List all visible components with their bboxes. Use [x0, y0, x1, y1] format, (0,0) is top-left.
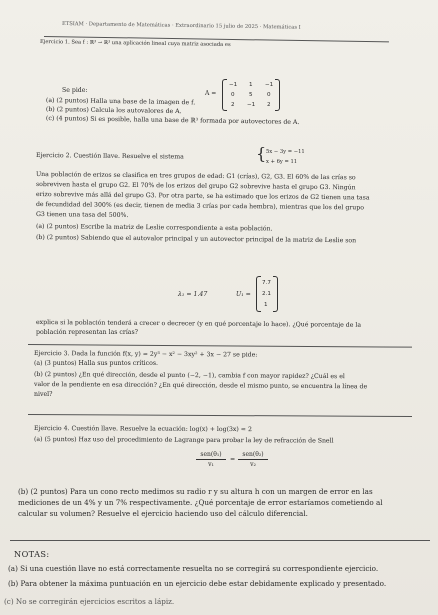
- snell-fraction-2: [238, 451, 268, 468]
- ex1-c: (c) (4 puntos) Si es posible, halla una base de ℝ³ formada por autovectores de A.: [45, 115, 300, 126]
- system-brace: {: [256, 144, 267, 163]
- snell-num2: sen(θ₂): [242, 451, 264, 458]
- ex1-a: (a) (2 puntos) Halla una base de la imagen de f.: [45, 97, 196, 107]
- ex2-u-label: U₁ =: [236, 291, 251, 298]
- snell-num1: sen(θ₁): [200, 451, 222, 458]
- ex3-b2: valor de la pendiente en esa dirección? ¿En qué dirección, desde el mismo punto, se encuentra la línea de: [33, 381, 368, 391]
- ex2-a: (a) (2 puntos) Escribe la matriz de Leslie correspondiente a esta población.: [35, 223, 273, 233]
- ex2-q2: población representan las crías?: [36, 329, 138, 336]
- m10: 0: [231, 92, 235, 98]
- snell-den1: v₁: [208, 461, 214, 468]
- snell-equals: =: [230, 456, 236, 463]
- ex2-sys1: 5x − 3y = −11: [266, 149, 305, 155]
- ex2-b: (b) (2 puntos) Sabiendo que el autovalor principal y un autovector principal de la matriz de Leslie son: [35, 234, 357, 245]
- matrix-label: A =: [205, 90, 217, 97]
- u2: 1: [264, 302, 268, 308]
- ex2-p3: erizo sobrevive más allá del grupo G3. Por otra parte, se ha estimado que los erizos de G2 tienen una tasa: [35, 191, 370, 202]
- ex2-p5: G3 tienen una tasa del 500%.: [35, 211, 129, 219]
- header-title: ETSIAM · Departamento de Matemáticas · Extraordinario 15 julio de 2025 · Matemáticas I: [61, 21, 301, 31]
- ex2-p4: de fecundidad del 300% (es decir, tienen de media 3 crías por cada hembra), mientras que los del grupo: [35, 201, 364, 212]
- ex3-b1: (b) (2 puntos) ¿En qué dirección, desde el punto (−2, −1), cambia f con mayor rapidez? ¿Cuál es el: [33, 371, 345, 381]
- snell-fraction-1: [196, 451, 226, 468]
- snell-den2: v₂: [250, 461, 256, 468]
- ex2-title: Ejercicio 2. Cuestión llave. Resuelve el sistema: [35, 152, 184, 161]
- ex4-intro: Ejercicio 4. Cuestión llave. Resuelve la ecuación: log(x) + log(3x) = 2: [33, 425, 252, 434]
- m00: −1: [229, 82, 238, 88]
- ex1-se-pide: Se pide:: [62, 87, 88, 94]
- m22: 2: [267, 102, 271, 108]
- ex2-u-vector: [256, 276, 278, 312]
- m11: 5: [249, 92, 253, 98]
- ex2-p2: sobreviven hasta el grupo G2. El 70% de los erizos del grupo G2 sobrevive hasta el grupo G3. Ningún: [35, 181, 356, 192]
- notas-title: NOTAS:: [14, 549, 50, 559]
- ex4-b3: calcular su volumen? Resuelve el ejercicio haciendo uso del cálculo diferencial.: [18, 509, 308, 518]
- ex1-b: (b) (2 puntos) Calcula los autovalores de A.: [45, 106, 182, 116]
- nota-b: (b) Para obtener la máxima puntuación en un ejercicio debe estar debidamente explicado y presentado.: [8, 579, 387, 588]
- m21: −1: [247, 102, 256, 108]
- u1: 2.1: [262, 291, 271, 297]
- ex2-lambda: λ₁ = 1.47: [178, 291, 208, 298]
- ex4-b2: mediciones de un 4% y un 7% respectivamente. ¿Qué porcentaje de error estaríamos cometiendo al: [18, 498, 383, 507]
- ex4-b1: (b) (2 puntos) Para un cono recto medimos su radio r y su altura h con un margen de error en las: [18, 487, 373, 496]
- m20: 2: [231, 102, 235, 108]
- nota-c: (c) No se corregirán ejercicios escritos a lápiz.: [4, 597, 175, 606]
- divider-3: [10, 540, 430, 541]
- ex1-matrix: [222, 79, 280, 111]
- ex4-a: (a) (5 puntos) Haz uso del procedimiento de Lagrange para probar la ley de refracción de Snell: [33, 436, 334, 445]
- ex3-a: (a) (3 puntos) Halla sus puntos críticos.: [34, 360, 158, 367]
- u0: 7.7: [262, 280, 271, 286]
- ex2-q1: explica si la población tenderá a crecer o decrecer (y en qué porcentaje lo hace). ¿Qué porcentaje de la: [35, 319, 362, 329]
- m01: 1: [249, 82, 253, 88]
- ex3-b3: nivel?: [34, 391, 53, 398]
- m12: 0: [267, 92, 271, 98]
- divider-1: [28, 344, 412, 348]
- m02: −1: [265, 82, 274, 88]
- divider-2: [28, 414, 412, 417]
- ex2-sys2: x + 6y = 11: [266, 159, 298, 165]
- ex1-intro: Ejercicio 1. Sea f : ℝ³ → ℝ³ una aplicación lineal cuya matriz asociada es: [39, 39, 231, 48]
- nota-a: (a) Si una cuestión llave no está correctamente resuelta no se corregirá su correspondiente ejercicio.: [8, 564, 379, 573]
- ex3-intro: Ejercicio 3. Dada la función f(x, y) = 2y³ − x² − 3xy² + 3x − 27 se pide:: [33, 350, 258, 359]
- ex2-p1: Una población de erizos se clasifica en tres grupos de edad: G1 (crías), G2, G3. El 60% de las crías so: [35, 171, 356, 182]
